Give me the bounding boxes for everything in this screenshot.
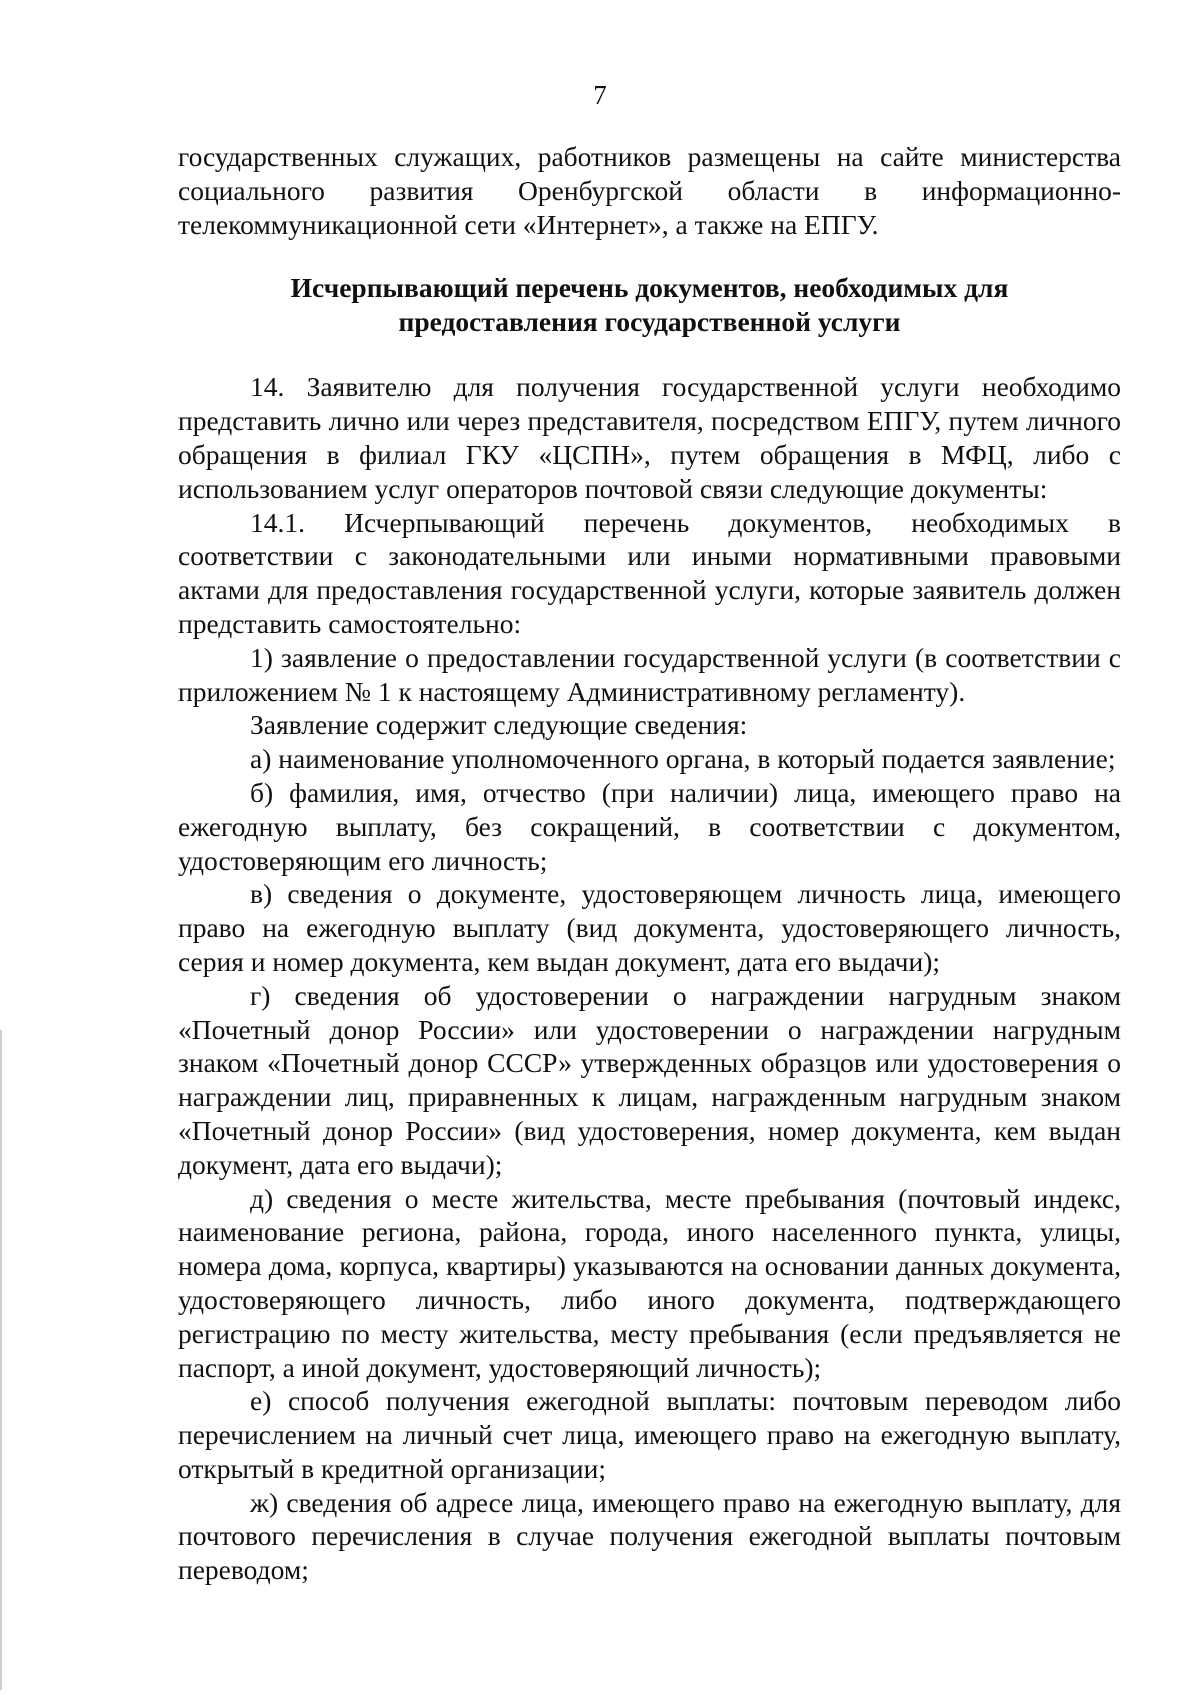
application-contents-intro: Заявление содержит следующие сведения:: [250, 709, 748, 741]
scan-edge-line: [0, 1030, 2, 1690]
section-heading: Исчерпывающий перечень документов, необходимых для предоставления государственной услуги: [290, 272, 1009, 338]
paragraph-14-1: 14.1. Исчерпывающий перечень документов, необходимых в соответствии с законодательными или иными нормативными правовыми актами для предоставления государственной услуги, которые заявитель должен представить самостоятельно:: [178, 506, 1121, 639]
list-item-a: а) наименование уполномоченного органа, в который подается заявление;: [250, 743, 1116, 775]
list-item-d: д) сведения о месте жительства, месте пребывания (почтовый индекс, наименование региона, района, города, иного населенного пункта, улицы, номера дома, корпуса, квартиры) указываются на основании данных документа, удостоверяющего личность, либо иного документа, подтверждающего регистрацию по месту жительства, месту пребывания (если предъявляется не паспорт, а иной документ, удостоверяющий личность);: [178, 1182, 1121, 1383]
list-item-g: г) сведения об удостоверении о награждении нагрудным знаком «Почетный донор России» или удостоверении о награждении нагрудным знаком «Почетный донор СССР» утвержденных образцов или удостоверения о награждении лиц, приравненных к лицам, награжденным нагрудным знаком «Почетный донор России» (вид удостоверения, номер документа, кем выдан документ, дата его выдачи);: [178, 979, 1121, 1180]
list-item-v: в) сведения о документе, удостоверяющем личность лица, имеющего право на ежегодную выплату (вид документа, удостоверяющего личность, серия и номер документа, кем выдан документ, дата его выдачи);: [178, 878, 1121, 977]
list-item-b: б) фамилия, имя, отчество (при наличии) лица, имеющего право на ежегодную выплату, без сокращений, в соответствии с документом, удостоверяющим его личность;: [178, 776, 1121, 876]
paragraph-14: 14. Заявителю для получения государственной услуги необходимо представить лично или через представителя, посредством ЕПГУ, путем личного обращения в филиал ГКУ «ЦСПН», путем обращения в МФЦ, либо с использованием услуг операторов почтовой связи следующие документы:: [178, 371, 1121, 504]
list-item-zh: ж) сведения об адресе лица, имеющего право на ежегодную выплату, для почтового перечисления в случае получения ежегодной выплаты почтовым переводом;: [178, 1486, 1121, 1586]
page-number: 7: [593, 80, 607, 110]
item-1-application: 1) заявление о предоставлении государственной услуги (в соответствии с приложением № 1 к настоящему Административному регламенту).: [178, 641, 1121, 707]
list-item-e: е) способ получения ежегодной выплаты: почтовым переводом либо перечислением на личный счет лица, имеющего право на ежегодную выплату, открытый в кредитной организации;: [178, 1385, 1121, 1484]
document-body: [178, 140, 1121, 1587]
intro-paragraph: государственных служащих, работников размещены на сайте министерства социального развития Оренбургской области в информационно-телекоммуникационной сети «Интернет», а также на ЕПГУ.: [178, 141, 1121, 240]
